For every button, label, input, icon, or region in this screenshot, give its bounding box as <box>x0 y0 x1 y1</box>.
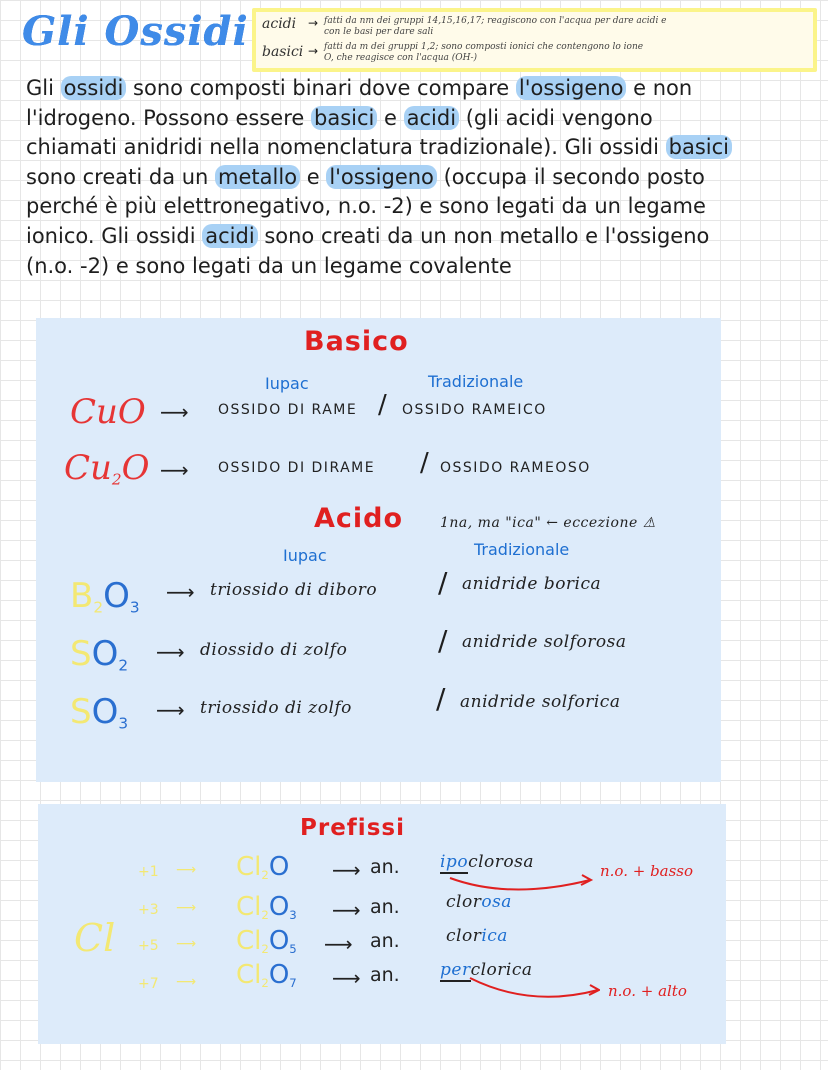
formula-text: CuO <box>70 392 146 432</box>
formula-text: O <box>121 448 150 488</box>
arrow-icon: ⟶ <box>324 932 353 956</box>
arrow-icon: ⟶ <box>176 936 197 952</box>
acido-trad-label: Tradizionale <box>474 540 570 559</box>
para-text: e <box>377 105 404 130</box>
prefissi-title: Prefissi <box>300 815 405 841</box>
iupac-name: OSSIDO DI DIRAME <box>218 460 376 476</box>
formula-text: Cl <box>236 960 262 990</box>
low-oxidation-label: n.o. + basso <box>600 862 694 880</box>
name-root: clor <box>468 852 504 872</box>
highlight-ossigeno-2: l'ossigeno <box>326 165 437 189</box>
highlight-ossigeno: l'ossigeno <box>516 76 627 100</box>
formula-subscript: 2 <box>118 656 129 675</box>
highlight-metallo: metallo <box>215 165 300 189</box>
slash-separator: / <box>420 448 429 478</box>
acido-exception-note: 1na, ma "ica" ← eccezione ⚠ <box>440 515 656 531</box>
name-suffix: ica <box>505 960 533 980</box>
slash-separator: / <box>438 624 448 657</box>
iupac-name: OSSIDO DI RAME <box>218 402 358 418</box>
name-root: clor <box>446 926 482 946</box>
arrow-icon: → <box>308 16 319 30</box>
arrow-icon: ⟶ <box>332 858 361 882</box>
an-label: an. <box>370 896 400 918</box>
slash-separator: / <box>378 390 387 420</box>
note-acidi-line2: con le basi per dare sali <box>324 27 434 37</box>
formula-b2o3 <box>70 576 140 616</box>
highlight-basici: basici <box>311 106 377 130</box>
slash-separator: / <box>436 682 446 715</box>
arrow-icon: ⟶ <box>176 974 197 990</box>
name-suffix: osa <box>481 892 512 912</box>
formula-text: O <box>91 634 119 674</box>
iupac-name: diossido di zolfo <box>200 640 348 660</box>
formula-cl2o5 <box>236 926 297 956</box>
slash-separator: / <box>438 566 448 599</box>
formula-text: O <box>91 692 119 732</box>
formula-text: O <box>268 926 290 956</box>
formula-text: O <box>268 852 290 882</box>
formula-subscript: 2 <box>261 908 269 923</box>
arrow-icon: ⟶ <box>160 458 189 482</box>
para-text: sono composti binari dove compare <box>126 76 516 100</box>
note-basici-line1: fatti da m dei gruppi 1,2; sono composti ionici che contengono lo ione <box>324 42 644 52</box>
formula-so2 <box>70 634 128 674</box>
arrow-icon: → <box>308 44 319 58</box>
an-label: an. <box>370 964 400 986</box>
formula-subscript: 3 <box>118 714 129 733</box>
note-basici-line2: O, che reagisce con l'acqua (OH-) <box>324 53 478 63</box>
name-root: clor <box>470 960 506 980</box>
arrow-icon: ⟶ <box>332 966 361 990</box>
para-text: sono creati da un non metallo e l'ossigeno (n.o. -2) e sono legati da un legame covalente <box>26 223 710 278</box>
traditional-name: anidride borica <box>462 574 602 594</box>
definitions-note-box <box>252 8 817 72</box>
highlight-acidi-2: acidi <box>202 224 257 248</box>
para-text: e <box>300 164 327 189</box>
traditional-name: OSSIDO RAMEOSO <box>440 460 591 476</box>
note-basici-term: basici <box>262 44 304 60</box>
formula-cuo <box>70 392 146 432</box>
formula-subscript: 2 <box>261 942 269 957</box>
arrow-icon: ⟶ <box>332 898 361 922</box>
name-root: clor <box>446 892 482 912</box>
basico-iupac-label: Iupac <box>265 374 309 393</box>
formula-text: O <box>103 576 130 616</box>
name-suffix: osa <box>503 852 534 872</box>
formula-subscript: 3 <box>129 598 140 617</box>
formula-cl2o3 <box>236 892 297 922</box>
basico-title: Basico <box>304 326 409 357</box>
formula-subscript: 7 <box>289 976 297 991</box>
oxides-panel <box>36 318 721 782</box>
acido-iupac-label: Iupac <box>283 546 327 565</box>
formula-text: O <box>268 892 290 922</box>
para-text: (occupa il secondo posto perché è più elettronegativo, n.o. -2) e sono legati da un legame ionico. Gli ossidi <box>26 164 706 248</box>
traditional-name: anidride solforosa <box>462 632 627 652</box>
arrow-icon: ⟶ <box>176 862 197 878</box>
arrow-icon: ⟶ <box>166 580 195 604</box>
prefix-ipo: ipo <box>440 852 469 872</box>
formula-so3 <box>70 692 128 732</box>
para-text: (gli acidi vengono chiamati anidridi nella nomenclatura tradizionale). Gli ossidi <box>26 105 666 160</box>
para-text: e non l'idrogeno. Possono essere <box>26 76 693 130</box>
formula-subscript: 2 <box>261 868 269 883</box>
arrow-icon: ⟶ <box>176 900 197 916</box>
formula-subscript: 5 <box>289 942 297 957</box>
an-label: an. <box>370 930 400 952</box>
formula-text: Cu <box>64 448 112 488</box>
formula-cl2o <box>236 852 289 882</box>
an-label: an. <box>370 856 400 878</box>
formula-text: S <box>70 634 92 674</box>
page-title: Gli Ossidi <box>22 8 249 55</box>
iupac-name: triossido di zolfo <box>200 698 352 718</box>
element-cl: Cl <box>74 916 116 960</box>
formula-subscript: 2 <box>93 598 104 617</box>
arrow-icon: ⟶ <box>156 640 185 664</box>
high-oxidation-label: n.o. + alto <box>608 982 687 1000</box>
formula-cl2o7 <box>236 960 297 990</box>
formula-subscript: 2 <box>111 470 122 489</box>
oxidation-number: +1 <box>138 864 159 880</box>
formula-text: Cl <box>236 852 262 882</box>
para-text: sono creati da un <box>26 164 216 189</box>
arrow-icon: ⟶ <box>160 400 189 424</box>
formula-text: Cl <box>236 892 262 922</box>
formula-cu2o <box>64 448 150 488</box>
basico-trad-label: Tradizionale <box>428 372 524 391</box>
oxidation-number: +3 <box>138 902 159 918</box>
traditional-name: OSSIDO RAMEICO <box>402 402 547 418</box>
iupac-name: triossido di diboro <box>210 580 378 600</box>
name-suffix: ica <box>481 926 508 946</box>
curved-arrows-icon <box>440 860 600 1010</box>
formula-text: B <box>70 576 94 616</box>
highlight-basici-2: basici <box>666 135 732 159</box>
formula-text: S <box>70 692 92 732</box>
acido-title: Acido <box>314 503 404 534</box>
highlight-acidi: acidi <box>404 106 459 130</box>
note-acidi-term: acidi <box>262 16 297 32</box>
formula-subscript: 2 <box>261 976 269 991</box>
oxidation-number: +5 <box>138 938 159 954</box>
formula-subscript: 3 <box>289 908 297 923</box>
note-acidi-line1: fatti da nm dei gruppi 14,15,16,17; reagiscono con l'acqua per dare acidi e <box>324 16 667 26</box>
formula-text: O <box>268 960 290 990</box>
traditional-name: anidride solforica <box>460 692 621 712</box>
highlight-ossidi: ossidi <box>61 76 127 100</box>
arrow-icon: ⟶ <box>156 698 185 722</box>
oxidation-number: +7 <box>138 976 159 992</box>
formula-text: Cl <box>236 926 262 956</box>
prefix-per: per <box>440 960 471 980</box>
intro-paragraph <box>26 74 746 281</box>
para-text: Gli <box>26 76 61 100</box>
